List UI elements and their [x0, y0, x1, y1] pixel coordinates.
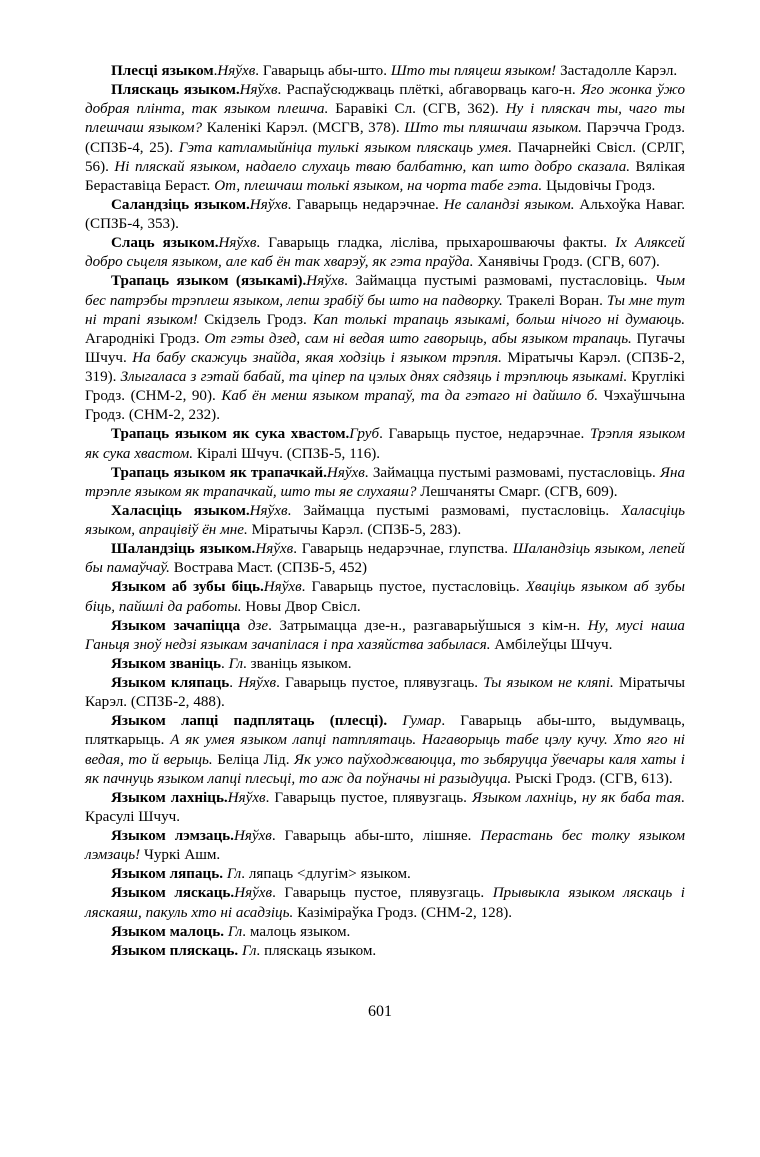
- entry-headword-punct: [240, 618, 248, 634]
- entry-source: Альхоўка Наваг. (СПЗБ-4, 353).: [85, 196, 686, 232]
- entry-source: Скідзель Гродз.: [197, 311, 313, 328]
- entry-definition: . Гаварыць абы-што.: [255, 63, 391, 79]
- entry-usage-label: Няўхв: [326, 464, 365, 481]
- entry-example: Іх Аляксей добро сьцеля языком, але каб ён так хварэў, як гэта праўда.: [85, 235, 685, 271]
- entry-example: Чым бес патрэбы трэплеш языком, лепш зрабіў бы што на падворку.: [85, 273, 685, 309]
- entry-example: Языком лахніць, ну як баба тая.: [471, 789, 685, 806]
- entry-source: Пугачы Шчуч.: [85, 330, 685, 366]
- entry-usage-label: Няўхв: [233, 828, 272, 844]
- entry-usage-label: Гл: [227, 923, 243, 940]
- entry-example: От, плешчаш толькі языком, на чорта табе гэта.: [214, 177, 543, 194]
- entry-definition: . Займацца пустымі размовамі, пустасловіць.: [287, 502, 622, 519]
- entry-example: Гэта катламыйніца тулькі языком пляскаць умея.: [178, 139, 513, 156]
- entry-source: Беліца Лід.: [212, 751, 295, 768]
- dictionary-entry: [85, 272, 685, 425]
- page-number: 601: [368, 1003, 392, 1020]
- dictionary-entry: [85, 81, 685, 196]
- entry-headword: Языком званіць: [111, 655, 221, 672]
- entry-example: А як умея языком лапці патплятаць. Нагаворыць табе цэлу кучу. Хто яго ні ведая, то й верыць.: [85, 732, 686, 768]
- entry-definition: . Займацца пустымі размовамі, пустасловіць.: [364, 464, 661, 481]
- entry-source: Ханявічы Гродз. (СГВ, 607).: [473, 254, 660, 271]
- entry-headword: Языком кляпаць: [111, 675, 230, 691]
- entry-definition: . Гаварыць гладка, лісліва, прыхарошваючы факты.: [256, 235, 616, 252]
- dictionary-entry: [85, 655, 685, 674]
- entry-example: Каб ён менш языком трапаў, та да гэтаго ні дайшло б.: [221, 388, 599, 405]
- dictionary-entry: [85, 923, 685, 942]
- entry-usage-label: Няўхв: [217, 63, 256, 79]
- dictionary-entry: [85, 464, 685, 502]
- entry-source: Новы Двор Свісл.: [241, 598, 361, 615]
- entry-example: Ну, мусі наша Ганьця зноў недзі языкам зачапілася і пра хазяйства забылася.: [85, 617, 685, 653]
- entry-example: Перастань бес толку языком лэмзаць!: [85, 828, 685, 864]
- entry-usage-label: Няўхв: [249, 502, 288, 519]
- entry-headword: Трапаць языком як сука хвастом.: [111, 426, 350, 443]
- entry-definition: . Гаварыць абы-што, выдумваць, пляткарыць.: [85, 713, 686, 749]
- entry-example: Трэпля языком як сука хвастом.: [85, 426, 685, 462]
- entry-source: Баравікі Сл. (СГВ, 362).: [328, 101, 506, 118]
- entry-source: Застадолле Карэл.: [556, 63, 678, 79]
- entry-usage-label: Няўхв: [238, 675, 277, 691]
- dictionary-entry: [85, 62, 685, 81]
- entry-definition: . пляскаць языком.: [256, 942, 377, 959]
- entry-source: Красулі Шчуч.: [85, 808, 181, 825]
- entry-headword-punct: .: [213, 63, 218, 79]
- entry-usage-label: Гл: [242, 942, 257, 959]
- dictionary-entry: [85, 540, 685, 578]
- entry-usage-label: Няўхв: [218, 235, 257, 252]
- entry-source: Міратычы Карэл. (СПЗБ-5, 283).: [247, 522, 462, 538]
- entry-example: Не саландзі языком.: [443, 196, 575, 213]
- entry-definition: . Займацца пустымі размовамі, пустасловіць.: [344, 273, 655, 290]
- entry-usage-label: Няўхв: [249, 196, 288, 213]
- entry-headword-punct: .: [221, 655, 229, 672]
- dictionary-entry: [85, 674, 685, 712]
- entry-headword: Плесці языком: [111, 63, 214, 79]
- dictionary-entry: [85, 502, 685, 540]
- entry-headword: Языком лэмзаць.: [111, 828, 234, 844]
- entry-headword: Языком ляпаць.: [111, 866, 223, 883]
- entry-headword: Трапаць языком (языкамі).: [111, 273, 307, 290]
- entry-source: Вялікая Бераставіца Бераст.: [85, 158, 685, 194]
- entry-headword: Трапаць языком як трапачкай.: [111, 464, 327, 481]
- entry-headword-punct: .: [229, 675, 239, 691]
- entry-definition: . Гаварыць пустое, плявузгаць.: [276, 675, 484, 691]
- entry-headword: Саландзіць языком.: [111, 196, 250, 213]
- entry-source: Лешчаняты Смарг. (СГВ, 609).: [416, 483, 618, 500]
- entry-source: Вострава Маст. (СПЗБ-5, 452): [169, 560, 368, 577]
- entry-headword: Слаць языком.: [111, 235, 219, 252]
- entry-source: Цыдовічы Гродз.: [542, 177, 656, 194]
- entry-headword: Языком пляскаць.: [111, 942, 239, 959]
- entry-example: Што ты пляшчаш языком.: [404, 120, 582, 137]
- entry-example: Што ты пляцеш языком!: [390, 63, 557, 79]
- entry-example: Ну і пляскач ты, чаго ты плешчаш языком?: [85, 101, 685, 137]
- entry-definition: . ляпаць <длугім> языком.: [241, 866, 411, 883]
- entry-headword: Языком лапці падплятаць (плесці).: [111, 713, 388, 730]
- entry-source: Каленікі Карэл. (МСГВ, 378).: [202, 120, 405, 137]
- entry-source: Кіралі Шчуч. (СПЗБ-5, 116).: [193, 445, 381, 462]
- entry-example: Шаландзіць языком, лепей бы памаўчаў.: [85, 541, 685, 577]
- dictionary-entry: [85, 942, 685, 961]
- dictionary-entry: [85, 234, 685, 272]
- entry-definition: . Гаварыць пустое, пустасловіць.: [301, 579, 526, 596]
- entry-example: От гэты дзед, сам ні ведая што гаворыць, абы языком трапаць.: [204, 330, 632, 347]
- entry-definition: . Распаўсюджваць плёткі, абгаворваць каго-н.: [277, 82, 581, 99]
- entry-source: Рыскі Гродз. (СГВ, 613).: [511, 770, 673, 787]
- entry-definition: . званіць языком.: [243, 655, 352, 672]
- entry-example: Як ужо паўходжваюцца, то зьбяруцца ўвечары каля хаты і як пачнуць языком лапці плесьці, то аж да поўначы ні разыдуцца.: [85, 751, 686, 787]
- entry-example: Ты языком не кляпі.: [483, 675, 614, 691]
- entry-example: Злыгаласа з гэтай бабай, та ціпер па цэлых днях сядзяць і трэплюць языкамі.: [120, 369, 628, 385]
- entry-source: Міратычы Карэл. (СПЗБ-2, 488).: [85, 675, 685, 711]
- text-column: [85, 62, 685, 961]
- entry-usage-label: дзе: [247, 617, 269, 634]
- entry-example: Хваціць языком аб зубы біць, пайшлі да работы.: [85, 579, 685, 615]
- entry-source: Міратычы Карэл. (СПЗБ-2, 319).: [85, 349, 685, 385]
- entry-headword: Языком малоць.: [111, 923, 224, 940]
- entry-source: Агароднікі Гродз.: [85, 330, 205, 347]
- entry-definition: . малоць языком.: [242, 923, 351, 940]
- entry-source: Чэхаўшчына Гродз. (СНМ-2, 232).: [85, 388, 686, 424]
- entry-usage-label: Няўхв: [263, 579, 302, 596]
- entry-source: Казіміраўка Гродз. (СНМ-2, 128).: [293, 904, 513, 921]
- entry-example: Прывыкла языком ляскаць і ляскаяш, пакуль хто ні асадзіць.: [85, 885, 685, 921]
- dictionary-entry: [85, 617, 685, 655]
- entry-example: На бабу скажуць знайда, якая ходзіць і языком трэпля.: [132, 349, 502, 366]
- dictionary-entry: [85, 884, 685, 922]
- entry-definition: . Гаварыць абы-што, лішняе.: [271, 828, 481, 844]
- entry-usage-label: Няўхв: [306, 273, 345, 290]
- entry-usage-label: Няўхв: [239, 82, 278, 99]
- dictionary-entry: [85, 712, 685, 789]
- entry-headword-punct: [387, 713, 402, 729]
- entry-usage-label: Груб: [349, 426, 380, 443]
- dictionary-entry: [85, 425, 685, 463]
- entry-example: Ты мне тут ні трапі языком!: [85, 292, 686, 328]
- entry-headword: Языком зачапіцца: [111, 617, 241, 634]
- entry-usage-label: Няўхв: [227, 789, 266, 806]
- entry-source: Тракелі Воран.: [502, 292, 607, 309]
- entry-definition: . Гаварыць пустое, недарэчнае.: [379, 426, 590, 443]
- dictionary-entry: [85, 865, 685, 884]
- entry-headword: Пляскаць языком.: [111, 82, 240, 99]
- entry-headword: Языком лахніць.: [111, 789, 228, 806]
- entry-headword: Шаландзіць языком.: [111, 541, 256, 558]
- entry-example: Ні пляскай языком, надаело слухаць тваю балбатню, кап што добро сказала.: [114, 158, 631, 175]
- entry-source: Парэчча Гродз. (СПЗБ-4, 25).: [85, 120, 685, 156]
- entry-source: Пачарнейкі Свісл. (СРЛГ, 56).: [85, 139, 685, 175]
- dictionary-entry: [85, 789, 685, 827]
- entry-example: Яго жонка ўжо добрая плінта, так языком плешча.: [85, 82, 686, 118]
- entry-definition: . Затрымацца дзе-н., разгаварыўшыся з кім-н.: [268, 617, 588, 634]
- entry-example: Халасціць языком, апрацівіў ён мне.: [85, 502, 685, 538]
- entry-definition: . Гаварыць пустое, плявузгаць.: [265, 789, 472, 806]
- entry-example: Кап толькі трапаць языкамі, больш нічого ні думаюць.: [312, 311, 685, 328]
- entry-headword: Халасціць языком.: [111, 502, 250, 519]
- entry-usage-label: Няўхв: [234, 885, 273, 902]
- entry-definition: . Гаварыць пустое, плявузгаць.: [272, 885, 493, 902]
- entry-definition: . Гаварыць недарэчнае, глупства.: [293, 541, 513, 558]
- entry-source: Чуркі Ашм.: [140, 847, 221, 864]
- entry-usage-label: Гл: [226, 866, 242, 883]
- entry-usage-label: Гумар: [402, 713, 442, 730]
- entry-definition: . Гаварыць недарэчнае.: [287, 196, 444, 213]
- entry-source: Круглікі Гродз. (СНМ-2, 90).: [85, 369, 685, 405]
- entry-example: Яна трэпле языком як трапачкай, што ты яе слухаяш?: [85, 464, 685, 500]
- entry-usage-label: Няўхв: [255, 541, 294, 558]
- dictionary-entry: [85, 827, 685, 865]
- entry-usage-label: Гл: [228, 655, 244, 672]
- entry-headword: Языком ляскаць.: [111, 885, 235, 902]
- dictionary-entry: [85, 196, 685, 234]
- entry-source: Амбілеўцы Шчуч.: [490, 636, 613, 653]
- entry-headword: Языком аб зубы біць.: [111, 579, 264, 596]
- dictionary-entry: [85, 578, 685, 616]
